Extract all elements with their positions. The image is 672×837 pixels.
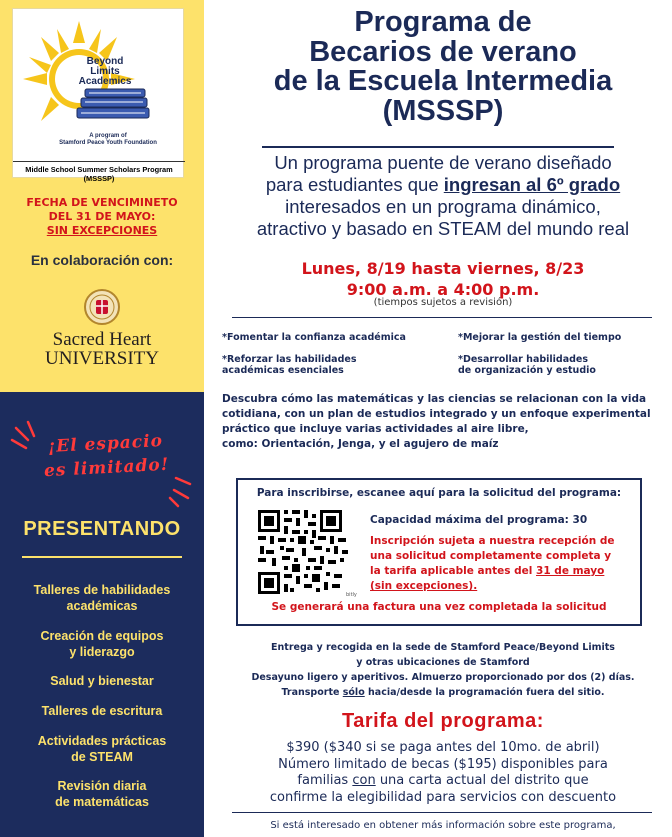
more-info-note: Si está interesado en obtener más información sobre este programa, (270, 820, 616, 831)
partner-university-name: Sacred Heart UNIVERSITY (45, 329, 159, 369)
page-title: Programa de Becarios de verano de la Escuela Intermedia (MSSSP) (273, 6, 613, 127)
program-intro: Un programa puente de verano diseñado para estudiantes que ingresan al 6º grado interesados en un programa dinámico, atractivo y basado en STEAM del mundo real (256, 152, 630, 239)
presenting-divider (22, 556, 182, 558)
capacity-text: Capacidad máxima del programa: 30 (370, 514, 588, 526)
program-dates: Lunes, 8/19 hasta viernes, 8/23 9:00 a.m. a 4:00 p.m. (301, 259, 585, 299)
qr-caption: bitly (346, 592, 357, 598)
goal-item: *Mejorar la gestión del tiempo (458, 332, 622, 343)
logo-subtitle: A program of Stamford Peace Youth Foundation (59, 133, 157, 146)
logistics-info: Entrega y recogida en la sede de Stamford Peace/Beyond Limits y otras ubicaciones de Stamford Desayuno ligero y aperitivos. Almuerzo proporcionado por dos (2) días. Transporte sólo hacia/desde la programación fuera del sitio. (251, 642, 635, 698)
registration-box (236, 478, 642, 626)
logo-caption: Middle School Summer Scholars Program (MSSSP) (13, 161, 185, 183)
presenting-heading: PRESENTANDO (23, 518, 181, 540)
invoice-note: Se generará una factura una vez completada la solicitud (271, 601, 607, 613)
logo-brand-text: Beyond Limits Academics (78, 56, 132, 87)
registration-conditions: Inscripción sujeta a nuestra recepción de una solicitud completamente completa y la tarifa aplicable antes del 31 de mayo (sin excepciones). (370, 535, 615, 592)
deadline-notice: FECHA DE VENCIMINETO DEL 31 DE MAYO: SIN EXCEPCIONES (26, 196, 178, 237)
goal-item: *Reforzar las habilidades académicas esenciales (222, 354, 357, 376)
bottom-divider (232, 812, 652, 813)
dates-divider (232, 317, 652, 318)
topic-item: Talleres de habilidades académicas (33, 583, 171, 613)
topic-item: Talleres de escritura (41, 704, 163, 718)
fee-details: $390 ($340 si se paga antes del 10mo. de abril) Número limitado de becas ($195) disponibles para familias con una carta actual del distrito que confirme la elegibilidad para servicios con descuento (269, 740, 617, 805)
topic-item: Salud y bienestar (50, 674, 154, 688)
topics-list (0, 582, 204, 812)
collaboration-label: En colaboración con: (30, 252, 174, 268)
limited-space-banner: ¡El espacio es limitado! (43, 431, 170, 482)
goal-item: *Fomentar la confianza académica (222, 332, 406, 343)
dates-note: (tiempos sujetos a revisión) (373, 297, 513, 308)
title-divider (262, 146, 614, 148)
goal-item: *Desarrollar habilidades de organización y estudio (458, 354, 596, 376)
topic-item: Revisión diaria de matemáticas (55, 779, 149, 809)
topic-item: Creación de equipos y liderazgo (40, 629, 164, 659)
fee-heading: Tarifa del programa: (342, 710, 544, 732)
registration-title: Para inscribirse, escanee aquí para la solicitud del programa: (256, 487, 622, 499)
topic-item: Actividades prácticas de STEAM (37, 734, 167, 764)
program-logo (12, 8, 184, 183)
program-description: Descubra cómo las matemáticas y las ciencias se relacionan con la vida cotidiana, con un plan de estudios integrado y un enfoque experimental práctico que incluye varias actividades al aire libre, como: Orientación, Jenga, y el agujero de maíz (222, 393, 651, 450)
university-crest-icon (83, 288, 121, 326)
qr-code-icon[interactable] (256, 508, 352, 596)
